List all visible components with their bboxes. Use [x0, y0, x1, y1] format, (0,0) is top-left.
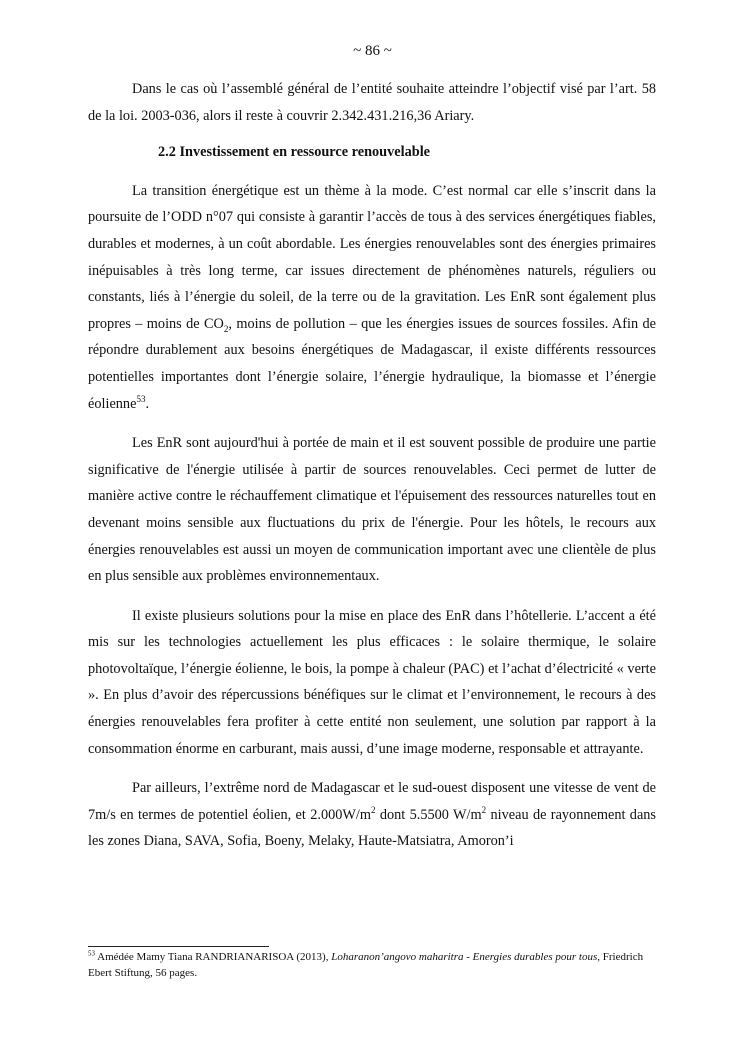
footnote [88, 950, 656, 981]
body-text [88, 76, 656, 855]
paragraph-text: niveau de rayonnement dans les zones Diana, SAVA, Sofia, Boeny, Melaky, Haute-Matsiatra, Amoron’i [88, 806, 657, 850]
paragraph-assembly-objective: Dans le cas où l’assemblé général de l’entité souhaite atteindre l’objectif visé par l’art. 58 de la loi. 2003-036, alors il reste à couvrir 2.342.431.216,36 Ariary. [88, 81, 656, 124]
paragraph-madagascar-potential [88, 775, 656, 855]
page-number: ~ 86 ~ [353, 43, 392, 59]
paragraph-text: . [145, 395, 150, 412]
paragraph-hotel-solutions: Il existe plusieurs solutions pour la mise en place des EnR dans l’hôtellerie. L’accent a été mis sur les technologies actuellement les plus efficaces : le solaire thermique, le solaire photovoltaïque, l’énergie éolienne, le bois, la pompe à chaleur (PAC) et l’achat d’électricité « verte ». En plus d’avoir des répercussions bénéfiques sur le climat et l’environnement, le recours à des énergies renouvelables fera profiter à cette entité non seulement, une solution par rapport à la consommation énorme en carburant, mais aussi, d’une image moderne, responsable et attrayante. [88, 607, 656, 757]
footnote-title: Loharanon’angovo maharitra - Energies durables pour tous [331, 951, 598, 963]
section-heading: 2.2 Investissement en ressource renouvelable [158, 144, 431, 161]
footnote-number: 53 [88, 949, 95, 958]
co2-subscript: 2 [223, 323, 229, 334]
paragraph-enr-accessibility: Les EnR sont aujourd'hui à portée de main et il est souvent possible de produire une partie significative de l'énergie utilisée à partir de sources renouvelables. Ceci permet de lutter de manière active contre le réchauffement climatique et l'épuisement des ressources naturelles tout en devenant moins sensible aux fluctuations du prix de l'énergie. Pour les hôtels, le recours aux énergies renouvelables est aussi un moyen de communication important avec une clientèle de plus en plus sensible aux problèmes environnementaux. [88, 435, 656, 585]
footnote-divider [88, 946, 269, 947]
footnote-reference[interactable]: 53 [136, 393, 146, 404]
paragraph-text: Par ailleurs, l’extrême nord de Madagascar et le sud-ouest disposent une vitesse de vent de 7m/s en termes de potentiel éolien, et 2.000W/m [88, 780, 656, 823]
paragraph-text: dont 5.5500 W/m [375, 806, 482, 823]
footnote-publisher: , Friedrich Ebert Stiftung, 56 pages. [88, 951, 644, 979]
paragraph-text: , moins de pollution – que les énergies issues de sources fossiles. Afin de répondre durablement aux besoins énergétiques de Madagascar, il existe différents ressources potentielles importantes dont l’énergie solaire, l’énergie hydraulique, la biomasse et l’énergie éolienne [88, 315, 656, 412]
unit-superscript: 2 [371, 805, 376, 816]
footnote-author: Amédée Mamy Tiana RANDRIANARISOA (2013), [95, 951, 332, 963]
paragraph-energy-transition [88, 178, 656, 417]
unit-superscript: 2 [481, 805, 487, 816]
paragraph-text: La transition énergétique est un thème à la mode. C’est normal car elle s’inscrit dans la poursuite de l’ODD n°07 qui consiste à garantir l’accès de tous à des services énergétiques fiables, durables et modernes, à un coût abordable. Les énergies renouvelables sont des énergies primaires inépuisables à très long terme, car issues directement de phénomènes naturels, réguliers ou constants, liés à l’énergie du soleil, de la terre ou de la gravitation. Les EnR sont également plus propres – moins de CO [88, 182, 656, 332]
